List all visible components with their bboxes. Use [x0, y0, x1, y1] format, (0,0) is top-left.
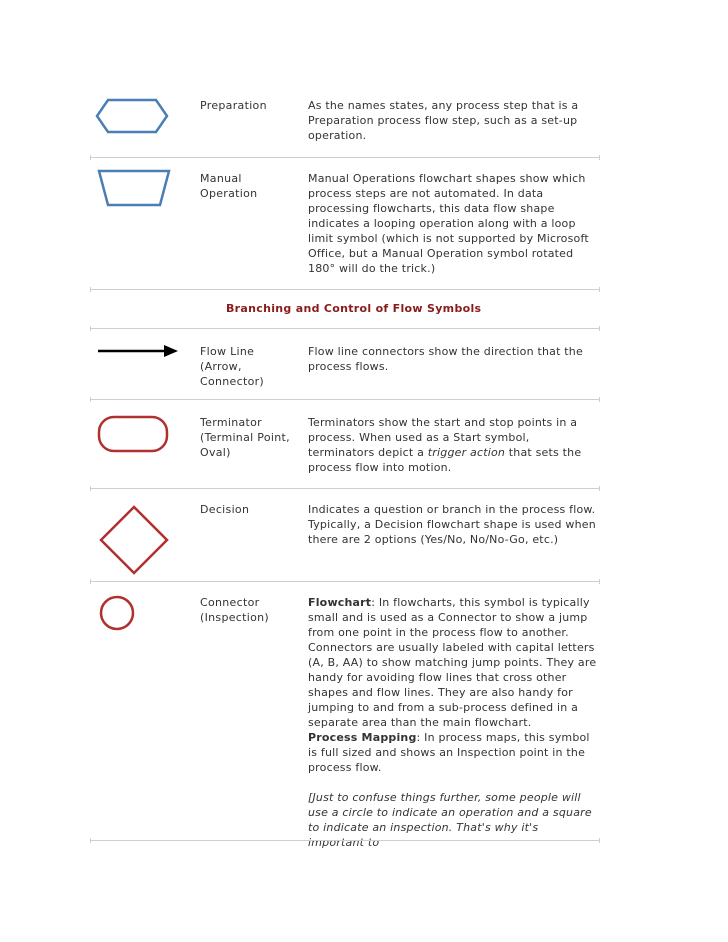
manual-operation-name: Manual Operation	[200, 172, 258, 200]
manual-operation-description: Manual Operations flowchart shapes show which process steps are not automated. In data processing flowcharts, this data flow shape indicates a looping operation along with a loop limit symbol (which is not supported by Microsoft Office, but a Manual Operation symbol rotated 180° will do the trick.)	[308, 172, 589, 275]
row-divider	[90, 840, 600, 841]
decision-description: Indicates a question or branch in the process flow. Typically, a Decision flowchart shape is used when there are 2 options (Yes/No, No/No-Go, etc.)	[308, 503, 596, 546]
decision-name: Decision	[200, 503, 250, 516]
preparation-hexagon-icon	[94, 98, 170, 134]
connector-description	[308, 595, 598, 850]
preparation-description: As the names states, any process step that is a Preparation process flow step, such as a set-up operation.	[308, 99, 579, 142]
row-divider	[90, 581, 600, 582]
row-divider	[90, 488, 600, 489]
terminator-oval-icon	[96, 414, 170, 454]
preparation-name: Preparation	[200, 99, 267, 112]
flow-line-arrow-icon	[98, 343, 180, 359]
manual-operation-trapezoid-icon	[96, 168, 172, 208]
flow-line-name: Flow Line (Arrow, Connector)	[200, 345, 265, 388]
terminator-description: Terminators show the start and stop points in a process. When used as a Start symbol, terminators depict a trigger action that sets the process flow into motion.	[308, 416, 582, 474]
row-divider	[90, 157, 600, 158]
trigger-action-emphasis: trigger action	[427, 446, 506, 459]
row-divider	[90, 289, 600, 290]
section-title: Branching and Control of Flow Symbols	[226, 302, 482, 315]
connector-name: Connector (Inspection)	[200, 596, 269, 624]
row-divider	[90, 399, 600, 400]
flow-line-description: Flow line connectors show the direction that the process flows.	[308, 345, 583, 373]
connector-note-paragraph: [Just to confuse things further, some people will use a circle to indicate an operation and a square to indicate an inspection. That's why it's important to	[308, 791, 592, 849]
decision-diamond-icon	[98, 504, 170, 576]
connector-flowchart-paragraph: Flowchart: In flowcharts, this symbol is typically small and is used as a Connector to show a jump from one point in the process flow to another. Connectors are usually labeled with capital letters (A, B, AA) to show matching jump points. They are handy for avoiding flow lines that cross other shapes and flow lines. They are also handy for jumping to and from a sub-process defined in a separate area than the main flowchart.	[308, 596, 597, 729]
connector-circle-icon	[98, 594, 136, 632]
connector-process-mapping-paragraph: Process Mapping: In process maps, this symbol is full sized and shows an Inspection point in the process flow.	[308, 731, 590, 774]
row-divider	[90, 328, 600, 329]
terminator-name: Terminator (Terminal Point, Oval)	[200, 416, 290, 459]
